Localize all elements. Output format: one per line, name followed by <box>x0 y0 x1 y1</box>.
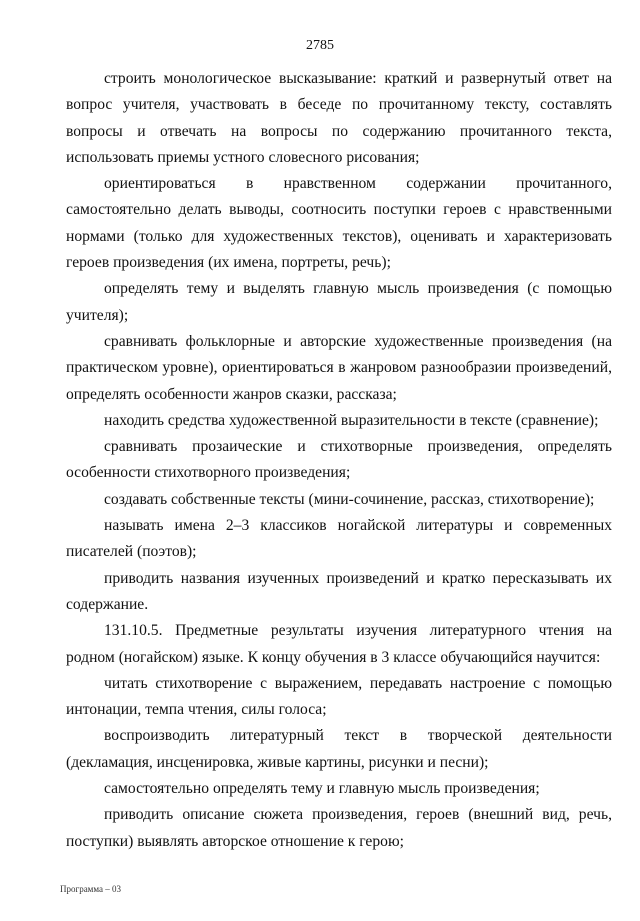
paragraph: находить средства художественной выразительности в тексте (сравнение); <box>104 411 599 429</box>
paragraph: создавать собственные тексты (мини-сочинение, рассказ, стихотворение); <box>104 490 595 508</box>
section-paragraph: 131.10.5. Предметные результаты изучения литературного чтения на родном (ногайском) языке. К концу обучения в 3 классе обучающийся научится: <box>66 622 612 666</box>
paragraph: читать стихотворение с выражением, передавать настроение с помощью интонации, темпа чтения, силы голоса; <box>66 674 612 719</box>
paragraph: сравнивать прозаические и стихотворные произведения, определять особенности стихотворного произведения; <box>66 438 612 482</box>
paragraph: самостоятельно определять тему и главную мысль произведения; <box>104 780 540 798</box>
page-number: 2785 <box>306 38 334 53</box>
paragraph: называть имена 2–3 классиков ногайской литературы и современных писателей (поэтов); <box>66 517 612 561</box>
paragraph: сравнивать фольклорные и авторские художественные произведения (на практическом уровне), ориентироваться в жанровом разнообразии произведений, определять особенности жанров сказки, рассказа; <box>66 332 612 403</box>
paragraph: определять тему и выделять главную мысль произведения (с помощью учителя); <box>66 280 612 324</box>
paragraph: воспроизводить литературный текст в творческой деятельности (декламация, инсценировка, живые картины, рисунки и песни); <box>66 727 612 771</box>
paragraph: приводить описание сюжета произведения, героев (внешний вид, речь, поступки) выявлять авторское отношение к герою; <box>66 806 612 850</box>
paragraph: строить монологическое высказывание: краткий и развернутый ответ на вопрос учителя, участвовать в беседе по прочитанному тексту, составлять вопросы и отвечать на вопросы по содержанию прочитанного текста, использовать приемы устного словесного рисования; <box>66 70 612 166</box>
paragraph: приводить названия изученных произведений и кратко пересказывать их содержание. <box>66 569 612 613</box>
document-body <box>66 66 612 855</box>
paragraph: ориентироваться в нравственном содержании прочитанного, самостоятельно делать выводы, соотносить поступки героев с нравственными нормами (только для художественных текстов), оценивать и характеризовать героев произведения (их имена, портреты, речь); <box>66 175 612 272</box>
page-footer: Программа – 03 <box>60 884 122 894</box>
